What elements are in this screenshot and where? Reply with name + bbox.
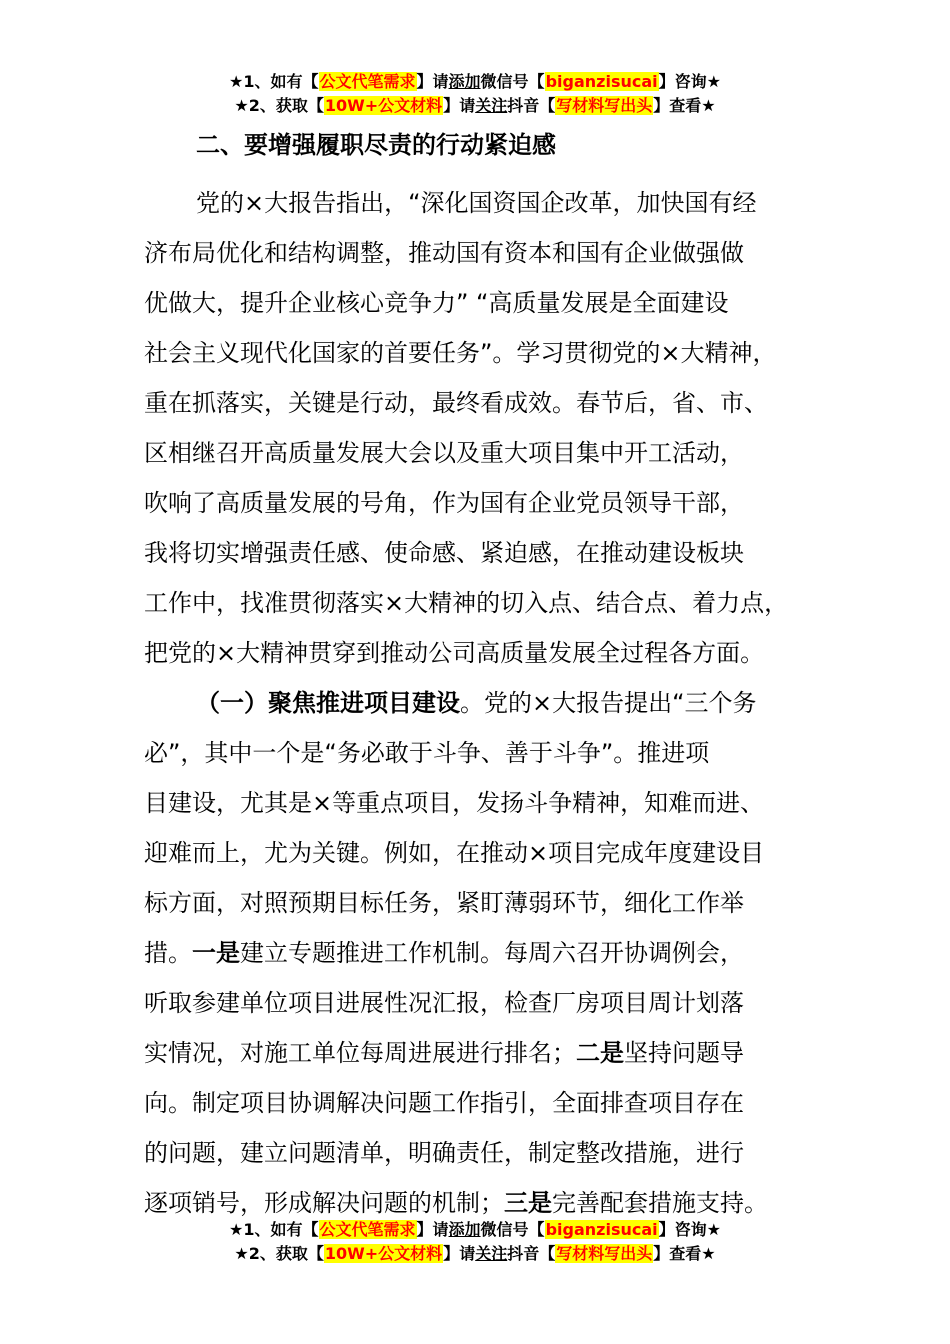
text-line	[144, 1028, 834, 1078]
text-line: 济布局优化和结构调整，推动国有资本和国有企业做强做	[144, 239, 744, 267]
text-line: 标方面，对照预期目标任务，紧盯薄弱环节，细化工作举	[144, 889, 744, 917]
text-run: 措。	[144, 939, 192, 967]
text-line: 重在抓落实，关键是行动，最终看成效。春节后，省、市、	[144, 389, 768, 417]
text-line: 的问题，建立问题清单，明确责任，制定整改措施，进行	[144, 1139, 744, 1167]
banner-text: ★2、获取【	[234, 96, 324, 115]
subheading-bold: （一）聚焦推进项目建设	[196, 689, 460, 717]
banner-text: 】请	[443, 1244, 476, 1263]
text-line: 区相继召开高质量发展大会以及重大项目集中开工活动，	[144, 439, 744, 467]
paragraph-1	[144, 178, 834, 678]
banner-text: 抖音【	[507, 1244, 556, 1263]
banner-highlight: 公文代笔需求	[319, 72, 416, 91]
text-run: 完善配套措施支持。	[552, 1189, 768, 1217]
text-line	[144, 928, 834, 978]
document-body	[144, 130, 834, 1228]
text-line: 党的×大报告指出，“深化国资国企改革，加快国有经	[196, 189, 757, 217]
text-line: 向。制定项目协调解决问题工作指引，全面排查项目存在	[144, 1089, 744, 1117]
text-line: 吹响了高质量发展的号角，作为国有企业党员领导干部，	[144, 489, 744, 517]
paragraph-2	[144, 678, 834, 1228]
banner-highlight-douyin: 写材料写出头	[556, 1244, 653, 1263]
footer-banner-line-2	[0, 1242, 950, 1266]
text-line: 社会主义现代化国家的首要任务”。学习贯彻党的×大精神，	[144, 339, 777, 367]
banner-text: ★2、获取【	[234, 1244, 324, 1263]
banner-highlight: 公文代笔需求	[319, 1220, 416, 1239]
banner-text: 】查看★	[653, 96, 716, 115]
banner-text: ★1、如有【	[229, 1220, 319, 1239]
banner-text: 微信号【	[480, 1220, 545, 1239]
banner-underline-text: 添加	[448, 1220, 481, 1239]
bold-marker: 三是	[504, 1189, 552, 1217]
banner-underline-text: 添加	[448, 72, 481, 91]
text-line: 工作中，找准贯彻落实×大精神的切入点、结合点、着力点，	[144, 589, 789, 617]
banner-underline-text: 关注	[475, 1244, 508, 1263]
bold-marker: 二是	[576, 1039, 624, 1067]
text-line: 目建设，尤其是×等重点项目，发扬斗争精神，知难而进、	[144, 789, 765, 817]
banner-text: ★1、如有【	[229, 72, 319, 91]
banner-text: 】查看★	[653, 1244, 716, 1263]
footer-banner-line-1	[0, 1218, 950, 1242]
banner-text: 】请	[443, 96, 476, 115]
bold-marker: 一是	[192, 939, 240, 967]
banner-text: 】请	[416, 72, 449, 91]
text-line: 听取参建单位项目进展性况汇报，检查厂房项目周计划落	[144, 989, 744, 1017]
text-run: 逐项销号，形成解决问题的机制；	[144, 1189, 504, 1217]
banner-highlight-wechat-id: biganzisucai	[545, 72, 658, 91]
banner-highlight-douyin: 写材料写出头	[556, 96, 653, 115]
text-line: 把党的×大精神贯穿到推动公司高质量发展全过程各方面。	[144, 639, 765, 667]
text-run: 建立专题推进工作机制。每周六召开协调例会，	[240, 939, 744, 967]
banner-text: 】咨询★	[658, 1220, 721, 1239]
banner-highlight-wechat-id: biganzisucai	[545, 1220, 658, 1239]
banner-underline-text: 关注	[475, 96, 508, 115]
header-banner-line-2	[0, 94, 950, 118]
text-line: 迎难而上，尤为关键。例如，在推动×项目完成年度建设目	[144, 839, 765, 867]
section-heading: 二、要增强履职尽责的行动紧迫感	[196, 131, 556, 159]
banner-highlight: 10W+公文材料	[324, 1244, 443, 1263]
banner-text: 微信号【	[480, 72, 545, 91]
header-banner-line-1	[0, 70, 950, 94]
banner-text: 抖音【	[507, 96, 556, 115]
text-line	[144, 678, 834, 728]
banner-highlight: 10W+公文材料	[324, 96, 443, 115]
banner-text: 】咨询★	[658, 72, 721, 91]
text-run: 坚持问题导	[624, 1039, 744, 1067]
text-run: 。党的×大报告提出“三个务	[460, 689, 757, 717]
banner-text: 】请	[416, 1220, 449, 1239]
text-line: 我将切实增强责任感、使命感、紧迫感，在推动建设板块	[144, 539, 744, 567]
text-run: 实情况，对施工单位每周进展进行排名；	[144, 1039, 576, 1067]
text-line: 优做大，提升企业核心竞争力” “高质量发展是全面建设	[144, 289, 729, 317]
text-line: 必”，其中一个是“务必敢于斗争、善于斗争”。推进项	[144, 739, 710, 767]
